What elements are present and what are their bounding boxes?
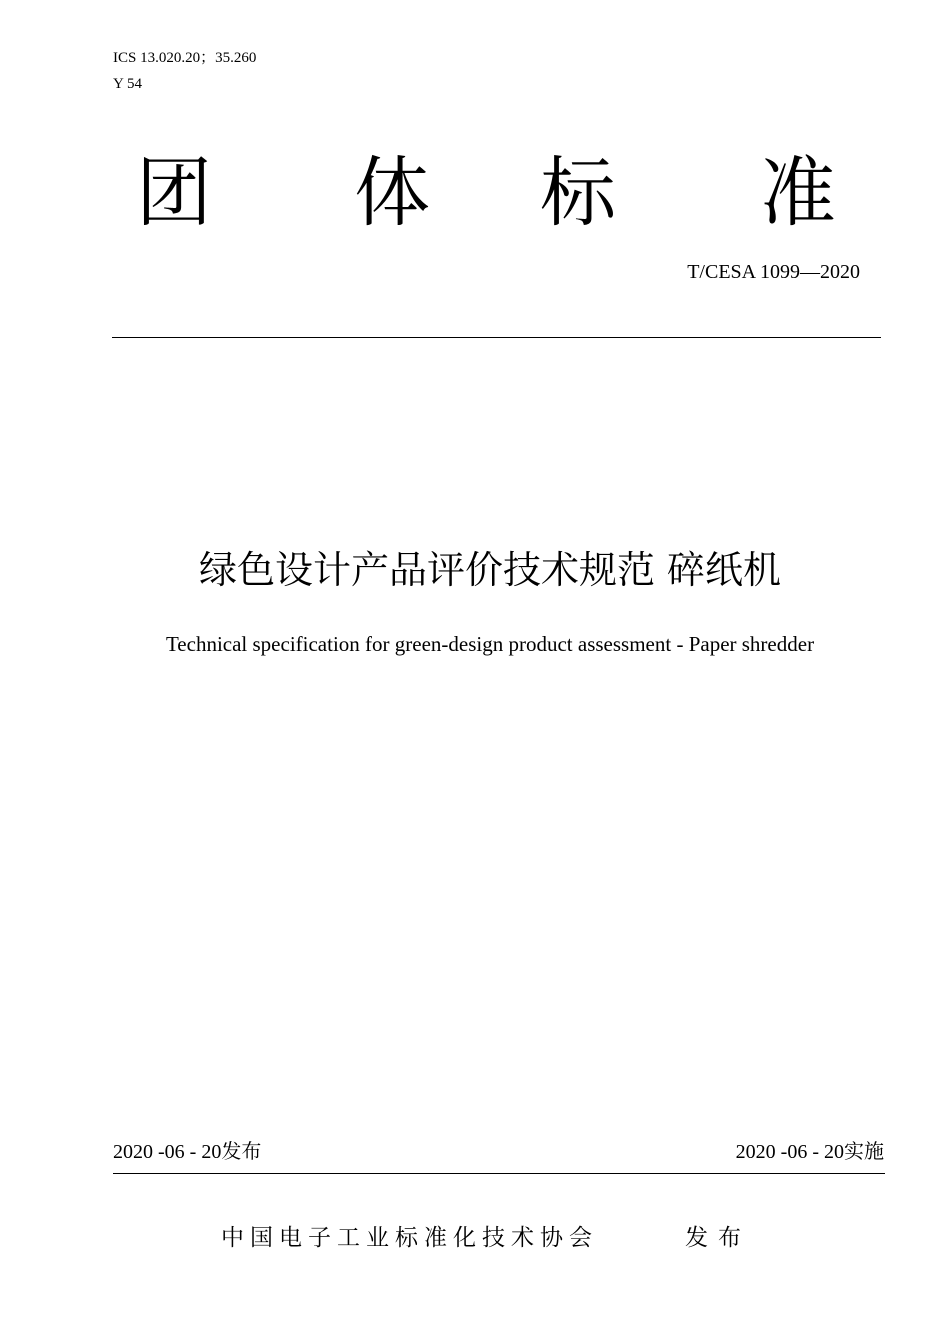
doc-type-char-3: 标 [540,148,616,237]
implement-label: 实施 [844,1139,884,1163]
implement-date: 2020 -06 - 20 [735,1141,844,1163]
ics-code: ICS 13.020.20；35.260 [113,50,257,66]
doc-type-char-2: 体 [354,148,430,237]
title-chinese: 绿色设计产品评价技术规范 碎纸机 [198,548,782,592]
publisher-name: 中国电子工业标准化技术协会 [221,1225,598,1251]
issue-label: 发布 [221,1139,262,1163]
doc-type-char-4: 准 [760,148,836,237]
issue-date: 2020 -06 - 20 [113,1141,222,1163]
bottom-divider [113,1173,885,1174]
implement-date-line [736,1137,884,1166]
issue-date-line [113,1137,261,1166]
doc-type-char-1: 团 [136,148,212,237]
publish-label: 发布 [685,1225,751,1251]
standard-number: T/CESA 1099—2020 [687,261,860,283]
top-divider [112,337,881,338]
ccs-code: Y 54 [113,76,143,92]
title-english: Technical specification for green-design product assessment - Paper shredder [165,632,815,656]
